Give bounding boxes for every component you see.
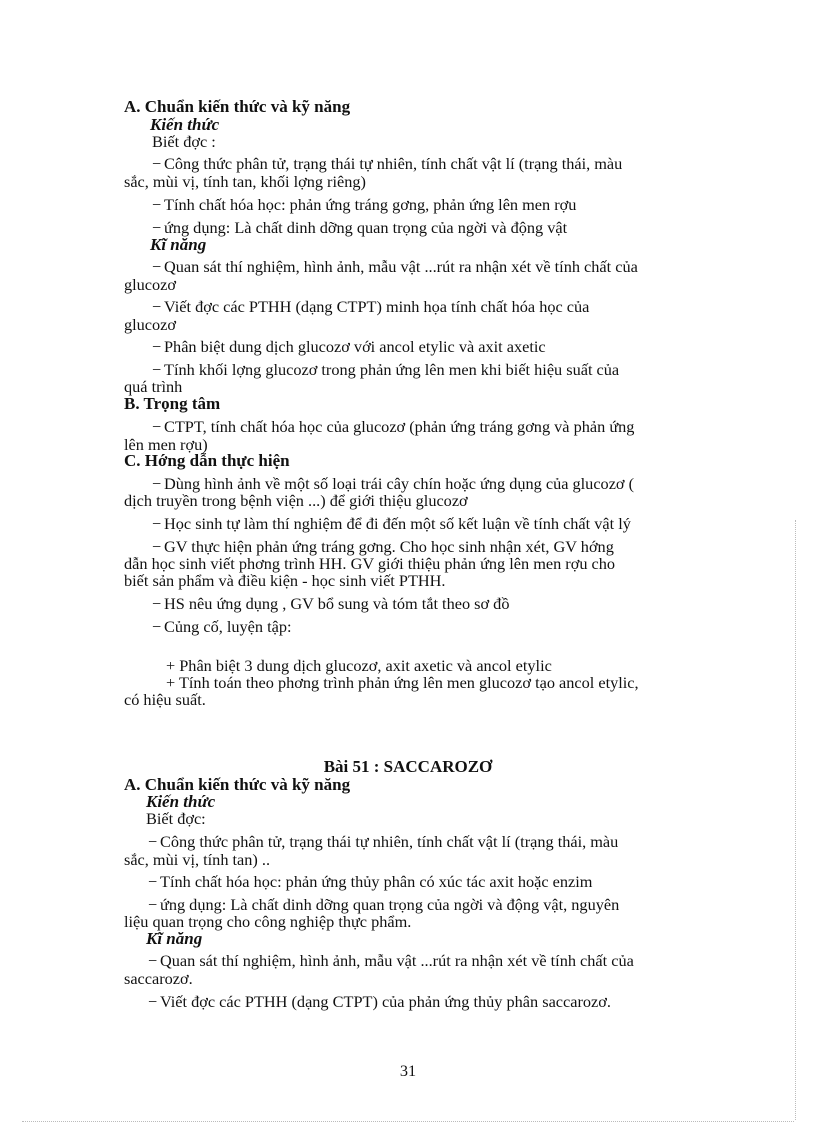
- subheading-ki-nang: Kĩ năng: [146, 929, 203, 948]
- list-item: − ứng dụng: Là chất dinh dỡng quan trọng của ngời và động vật, nguyên: [148, 895, 620, 914]
- dash-icon: −: [152, 297, 162, 316]
- list-item-cont: dịch truyền trong bệnh viện ...) để giới thiệu glucozơ: [124, 491, 468, 510]
- dash-icon: −: [152, 195, 162, 214]
- list-item-cont: quá trình: [124, 377, 183, 396]
- lesson-title: Bài 51 : SACCAROZƠ: [323, 757, 493, 776]
- list-item-cont: liệu quan trọng cho công nghiệp thực phẩm.: [124, 912, 412, 931]
- heading-c: C. Hớng dẫn thực hiện: [124, 451, 290, 470]
- list-item: − HS nêu ứng dụng , GV bổ sung và tóm tắt theo sơ đồ: [152, 594, 510, 613]
- list-item: − Tính chất hóa học: phản ứng thủy phân có xúc tác axit hoặc enzim: [148, 872, 593, 891]
- dash-icon: −: [152, 594, 162, 613]
- dash-icon: −: [152, 257, 162, 276]
- dash-icon: −: [152, 537, 162, 556]
- list-item-cont: sắc, mùi vị, tính tan, khối lợng riêng): [124, 172, 366, 191]
- list-item: − Viết đợc các PTHH (dạng CTPT) của phản ứng thủy phân saccarozơ.: [148, 992, 611, 1011]
- list-item-cont: lên men rợu): [124, 435, 208, 454]
- dash-icon: −: [148, 872, 158, 891]
- plus-item-cont: có hiệu suất.: [124, 690, 206, 709]
- right-dotted-rule: [795, 520, 796, 1120]
- dash-icon: −: [152, 617, 162, 636]
- list-item-cont: saccarozơ.: [124, 969, 193, 988]
- list-item: − GV thực hiện phản ứng tráng gơng. Cho học sinh nhận xét, GV hớng: [152, 537, 614, 556]
- list-item-cont: glucozơ: [124, 275, 177, 294]
- list-item: − Công thức phân tử, trạng thái tự nhiên, tính chất vật lí (trạng thái, màu: [148, 832, 619, 851]
- dash-icon: −: [152, 360, 162, 379]
- list-item: − Tính chất hóa học: phản ứng tráng gơng, phản ứng lên men rợu: [152, 195, 577, 214]
- biet-duoc-label: Biết đợc :: [152, 132, 216, 151]
- list-item: − Củng cố, luyện tập:: [152, 617, 292, 636]
- list-item: − CTPT, tính chất hóa học của glucozơ (phản ứng tráng gơng và phản ứng: [152, 417, 635, 436]
- plus-item: + Phân biệt 3 dung dịch glucozơ, axit axetic và ancol etylic: [166, 656, 552, 675]
- list-item: − Dùng hình ảnh về một số loại trái cây chín hoặc ứng dụng của glucozơ (: [152, 474, 635, 493]
- list-item: − Tính khối lợng glucozơ trong phản ứng lên men khi biết hiệu suất của: [152, 360, 620, 379]
- dash-icon: −: [148, 992, 158, 1011]
- subheading-kien-thuc: Kiến thức: [146, 792, 216, 811]
- list-item: − Quan sát thí nghiệm, hình ảnh, mẫu vật ...rút ra nhận xét về tính chất của: [148, 951, 634, 970]
- list-item-cont: sắc, mùi vị, tính tan) ..: [124, 850, 271, 869]
- list-item-cont: glucozơ: [124, 315, 177, 334]
- dash-icon: −: [148, 832, 158, 851]
- dash-icon: −: [152, 474, 162, 493]
- dash-icon: −: [152, 417, 162, 436]
- list-item: − Viết đợc các PTHH (dạng CTPT) minh họa tính chất hóa học của: [152, 297, 590, 316]
- page-number: 31: [399, 1061, 417, 1080]
- list-item-cont: biết sản phẩm và điều kiện - học sinh viết PTHH.: [124, 571, 446, 590]
- list-item: − ứng dụng: Là chất dinh dỡng quan trọng của ngời và động vật: [152, 218, 568, 237]
- biet-duoc-label: Biết đợc:: [146, 809, 206, 828]
- dash-icon: −: [148, 951, 158, 970]
- plus-item: + Tính toán theo phơng trình phản ứng lên men glucozơ tạo ancol etylic,: [166, 673, 639, 692]
- heading-a: A. Chuẩn kiến thức và kỹ năng: [124, 775, 351, 794]
- list-item: − Công thức phân tử, trạng thái tự nhiên, tính chất vật lí (trạng thái, màu: [152, 154, 623, 173]
- subheading-ki-nang: Kĩ năng: [150, 235, 207, 254]
- dash-icon: −: [148, 895, 158, 914]
- subheading-kien-thuc: Kiến thức: [150, 115, 220, 134]
- dash-icon: −: [152, 154, 162, 173]
- dash-icon: −: [152, 337, 162, 356]
- list-item: − Quan sát thí nghiệm, hình ảnh, mẫu vật ...rút ra nhận xét về tính chất của: [152, 257, 638, 276]
- list-item-cont: dẫn học sinh viết phơng trình HH. GV giới thiệu phản ứng lên men rợu cho: [124, 554, 616, 573]
- list-item: − Học sinh tự làm thí nghiệm để đi đến một số kết luận về tính chất vật lý: [152, 514, 631, 533]
- dash-icon: −: [152, 218, 162, 237]
- bottom-dotted-rule: [22, 1121, 794, 1122]
- dash-icon: −: [152, 514, 162, 533]
- heading-a: A. Chuẩn kiến thức và kỹ năng: [124, 97, 351, 116]
- heading-b: B. Trọng tâm: [124, 394, 221, 413]
- list-item: − Phân biệt dung dịch glucozơ với ancol etylic và axit axetic: [152, 337, 546, 356]
